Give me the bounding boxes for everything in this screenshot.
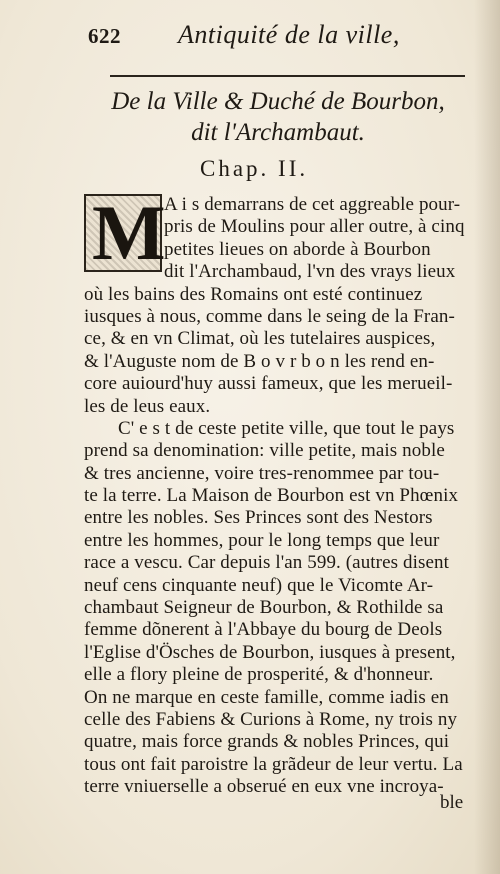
chapter-title-line-1: De la Ville & Duché de Bourbon,	[111, 88, 445, 115]
text-line: ce, & en vn Climat, où les tutelaires auspices,	[84, 328, 436, 350]
text-line: neuf cens cinquante neuf) que le Vicomte Ar-	[84, 574, 434, 596]
text-line: dit l'Archambaud, l'vn des vrays lieux	[164, 261, 456, 283]
text-line: entre les hommes, pour le long temps que leur	[84, 529, 440, 551]
running-title: Antiquité de la ville,	[178, 20, 400, 49]
running-head	[88, 18, 418, 58]
text-line: core auiourd'huy aussi fameux, que les merueil-	[84, 373, 453, 395]
dropcap-letter: M	[92, 189, 166, 276]
text-line: petites lieues on aborde à Bourbon	[164, 238, 431, 260]
text-line: prend sa denomination: ville petite, mais noble	[84, 440, 445, 462]
text-line: pris de Moulins pour aller outre, à cinq	[164, 216, 465, 238]
text-line: tous ont fait paroistre la grãdeur de leur vertu. La	[84, 753, 463, 775]
text-line: C' e s t de ceste petite ville, que tout le pays	[118, 417, 455, 439]
catchword: ble	[440, 792, 464, 813]
text-line: l'Eglise d'Ösches de Bourbon, iusques à present,	[84, 641, 456, 663]
text-line: race a vescu. Car depuis l'an 599. (autres disent	[84, 552, 449, 574]
text-line: chambaut Seigneur de Bourbon, & Rothilde sa	[84, 597, 444, 619]
text-line: où les bains des Romains ont esté continuez	[84, 283, 423, 305]
chapter-title	[88, 86, 468, 148]
text-line: elle a flory pleine de prosperité, & d'honneur.	[84, 664, 434, 686]
header-rule	[110, 75, 465, 77]
text-line: A i s demarrans de cet aggreable pour-	[164, 194, 461, 215]
chapter-title-line-2: dit l'Archambaut.	[191, 119, 365, 146]
text-line: On ne marque en ceste famille, comme iadis en	[84, 686, 449, 708]
text-line: & tres ancienne, voire tres-renommee par tou-	[84, 462, 440, 484]
text-line: te la terre. La Maison de Bourbon est vn Phœnix	[84, 485, 459, 507]
text-line: celle des Fabiens & Curions à Rome, ny trois ny	[84, 708, 458, 730]
page-number: 622	[88, 24, 121, 48]
text-line: entre les nobles. Ses Princes sont des Nestors	[84, 507, 433, 529]
text-line: terre vniuerselle a obserué en eux vne incroya-	[84, 776, 444, 798]
text-line: & l'Auguste nom de B o v r b o n les rend en-	[84, 350, 435, 372]
text-line: les de leus eaux.	[84, 395, 211, 417]
text-line: quatre, mais force grands & nobles Princes, qui	[84, 731, 450, 753]
page-edge-shadow	[474, 0, 500, 874]
body-text	[84, 189, 476, 799]
text-line: femme dõnerent à l'Abbaye du bourg de Deols	[84, 619, 443, 641]
text-line: iusques à nous, comme dans le seing de la Fran-	[84, 305, 455, 327]
chapter-label: Chap. II.	[200, 156, 309, 181]
